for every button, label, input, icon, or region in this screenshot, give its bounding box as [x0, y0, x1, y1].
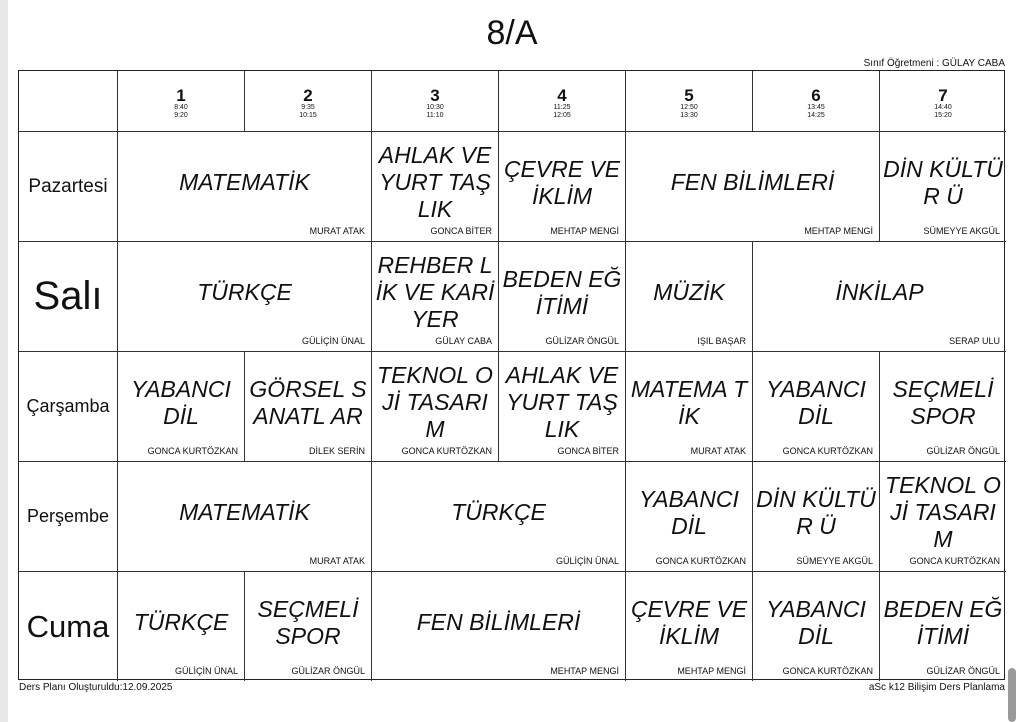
period-number: 3 [430, 85, 440, 105]
period-start-time: 12:50 [680, 103, 698, 111]
lesson-cell[interactable] [753, 572, 880, 681]
period-end-time: 15:20 [934, 111, 952, 119]
lesson-teacher: MEHTAP MENGİ [550, 666, 619, 676]
lesson-subject: BEDEN EĞİTİMİ [502, 265, 622, 319]
lesson-cell[interactable] [499, 132, 626, 242]
lesson-cell[interactable] [118, 352, 245, 462]
period-start-time: 10:30 [426, 103, 444, 111]
lesson-subject: SEÇMELİ SPOR [257, 595, 359, 649]
lesson-subject: AHLAK VE YURT TAŞLIK [505, 362, 619, 442]
lesson-subject: YABANCI DİL [131, 375, 231, 429]
lesson-cell[interactable] [118, 462, 372, 572]
period-number: 7 [938, 85, 948, 105]
lesson-subject: TEKNOL OJİ TASARIM [377, 362, 493, 442]
lesson-cell[interactable] [626, 462, 753, 572]
period-start-time: 9:35 [301, 103, 315, 111]
lesson-subject: SEÇMELİ SPOR [892, 375, 994, 429]
created-date-label: Ders Planı Oluşturuldu:12.09.2025 [19, 682, 173, 693]
lesson-teacher: MEHTAP MENGİ [550, 226, 619, 236]
lesson-teacher: GONCA KURTÖZKAN [401, 446, 492, 456]
lesson-subject: MATEMA TİK [630, 375, 748, 429]
lesson-teacher: GÜLİÇİN ÜNAL [174, 666, 238, 676]
lesson-cell[interactable] [118, 242, 372, 352]
lesson-cell[interactable] [753, 352, 880, 462]
lesson-teacher: GONCA BİTER [557, 446, 619, 456]
lesson-subject: MATEMATİK [179, 499, 310, 525]
day-label: Cuma [19, 572, 118, 681]
lesson-cell[interactable] [880, 462, 1006, 572]
page-title: 8/A [486, 14, 538, 52]
lesson-subject: AHLAK VE YURT TAŞLIK [378, 142, 492, 222]
period-end-time: 12:05 [553, 111, 571, 119]
period-end-time: 9:20 [174, 111, 188, 119]
class-teacher-label: Sınıf Öğretmeni : GÜLAY CABA [863, 58, 1005, 69]
period-header [372, 71, 499, 132]
period-header [880, 71, 1006, 132]
period-header [245, 71, 372, 132]
lesson-teacher: SÜMEYYE AKGÜL [923, 226, 1000, 236]
lesson-cell[interactable] [372, 132, 499, 242]
lesson-subject: YABANCI DİL [766, 375, 866, 429]
lesson-teacher: IŞIL BAŞAR [697, 336, 746, 346]
period-number: 6 [811, 85, 821, 105]
period-number: 2 [303, 85, 313, 105]
lesson-subject: FEN BİLİMLERİ [670, 169, 835, 195]
period-start-time: 14:40 [934, 103, 952, 111]
lesson-cell[interactable] [626, 132, 880, 242]
lesson-cell[interactable] [880, 352, 1006, 462]
lesson-cell[interactable] [245, 572, 372, 681]
lesson-subject: TÜRKÇE [197, 279, 292, 305]
period-start-time: 13:45 [807, 103, 825, 111]
day-label: Perşembe [19, 462, 118, 572]
period-end-time: 14:25 [807, 111, 825, 119]
lesson-cell[interactable] [372, 352, 499, 462]
lesson-subject: GÖRSEL SANATL AR [249, 375, 367, 429]
lesson-cell[interactable] [753, 462, 880, 572]
lesson-teacher: DİLEK SERİN [308, 446, 365, 456]
lesson-subject: TÜRKÇE [133, 609, 229, 635]
day-label: Salı [19, 242, 118, 352]
lesson-teacher: GONCA KURTÖZKAN [782, 666, 873, 676]
lesson-teacher: GONCA KURTÖZKAN [909, 556, 1000, 566]
lesson-teacher: GÜLİZAR ÖNGÜL [926, 446, 1000, 456]
lesson-subject: YABANCI DİL [766, 595, 866, 649]
lesson-subject: MÜZİK [653, 279, 725, 305]
lesson-subject: ÇEVRE VE İKLİM [503, 155, 621, 209]
lesson-teacher: GÜLİZAR ÖNGÜL [926, 666, 1000, 676]
period-header [626, 71, 753, 132]
period-number: 5 [684, 85, 694, 105]
software-credit-label: aSc k12 Bilişim Ders Planlama [868, 682, 1005, 693]
lesson-cell[interactable] [499, 242, 626, 352]
lesson-teacher: GÜLİZAR ÖNGÜL [291, 666, 365, 676]
lesson-cell[interactable] [118, 132, 372, 242]
period-end-time: 11:10 [426, 111, 444, 119]
period-header [499, 71, 626, 132]
lesson-teacher: GÜLAY CABA [435, 336, 492, 346]
timetable-grid [18, 70, 1005, 680]
lesson-subject: MATEMATİK [179, 169, 310, 195]
period-header [753, 71, 880, 132]
lesson-teacher: MEHTAP MENGİ [804, 226, 873, 236]
lesson-teacher: GONCA KURTÖZKAN [147, 446, 238, 456]
lesson-subject: TÜRKÇE [451, 499, 546, 525]
lesson-subject: FEN BİLİMLERİ [416, 609, 581, 635]
lesson-cell[interactable] [372, 462, 626, 572]
lesson-teacher: MURAT ATAK [309, 226, 365, 236]
lesson-teacher: GÜLİÇİN ÜNAL [555, 556, 619, 566]
lesson-cell[interactable] [880, 572, 1006, 681]
lesson-cell[interactable] [372, 572, 626, 681]
period-header [118, 71, 245, 132]
lesson-teacher: GÜLİZAR ÖNGÜL [545, 336, 619, 346]
day-label: Pazartesi [19, 132, 118, 242]
lesson-subject: BEDEN EĞİTİMİ [883, 595, 1003, 649]
lesson-cell[interactable] [499, 352, 626, 462]
period-number: 1 [176, 85, 186, 105]
lesson-cell[interactable] [880, 132, 1006, 242]
lesson-cell[interactable] [626, 352, 753, 462]
period-end-time: 13:30 [680, 111, 698, 119]
lesson-subject: REHBER LİK VE KARİYER [375, 252, 495, 332]
lesson-teacher: GONCA BİTER [430, 226, 492, 236]
lesson-subject: İNKİLAP [835, 279, 924, 305]
lesson-subject: ÇEVRE VE İKLİM [630, 595, 748, 649]
lesson-teacher: GÜLİÇİN ÜNAL [301, 336, 365, 346]
period-start-time: 11:25 [553, 103, 571, 111]
lesson-cell[interactable] [626, 242, 753, 352]
scrollbar-thumb[interactable] [1008, 668, 1016, 722]
lesson-teacher: MEHTAP MENGİ [677, 666, 746, 676]
lesson-cell[interactable] [626, 572, 753, 681]
lesson-teacher: MURAT ATAK [690, 446, 746, 456]
lesson-teacher: GONCA KURTÖZKAN [782, 446, 873, 456]
lesson-teacher: MURAT ATAK [309, 556, 365, 566]
period-start-time: 8:40 [174, 103, 188, 111]
lesson-subject: YABANCI DİL [639, 485, 739, 539]
corner-cell [19, 71, 118, 132]
lesson-cell[interactable] [372, 242, 499, 352]
lesson-subject: DİN KÜLTÜR Ü [883, 155, 1003, 209]
lesson-cell[interactable] [118, 572, 245, 681]
page-edge-shadow [0, 0, 8, 722]
period-number: 4 [557, 85, 567, 105]
lesson-subject: DİN KÜLTÜR Ü [756, 485, 876, 539]
period-end-time: 10:15 [299, 111, 317, 119]
lesson-cell[interactable] [245, 352, 372, 462]
lesson-teacher: SERAP ULU [949, 336, 1000, 346]
lesson-cell[interactable] [753, 242, 1006, 352]
lesson-subject: TEKNOL OJİ TASARIM [885, 472, 1001, 552]
lesson-teacher: SÜMEYYE AKGÜL [796, 556, 873, 566]
lesson-teacher: GONCA KURTÖZKAN [655, 556, 746, 566]
day-label: Çarşamba [19, 352, 118, 462]
